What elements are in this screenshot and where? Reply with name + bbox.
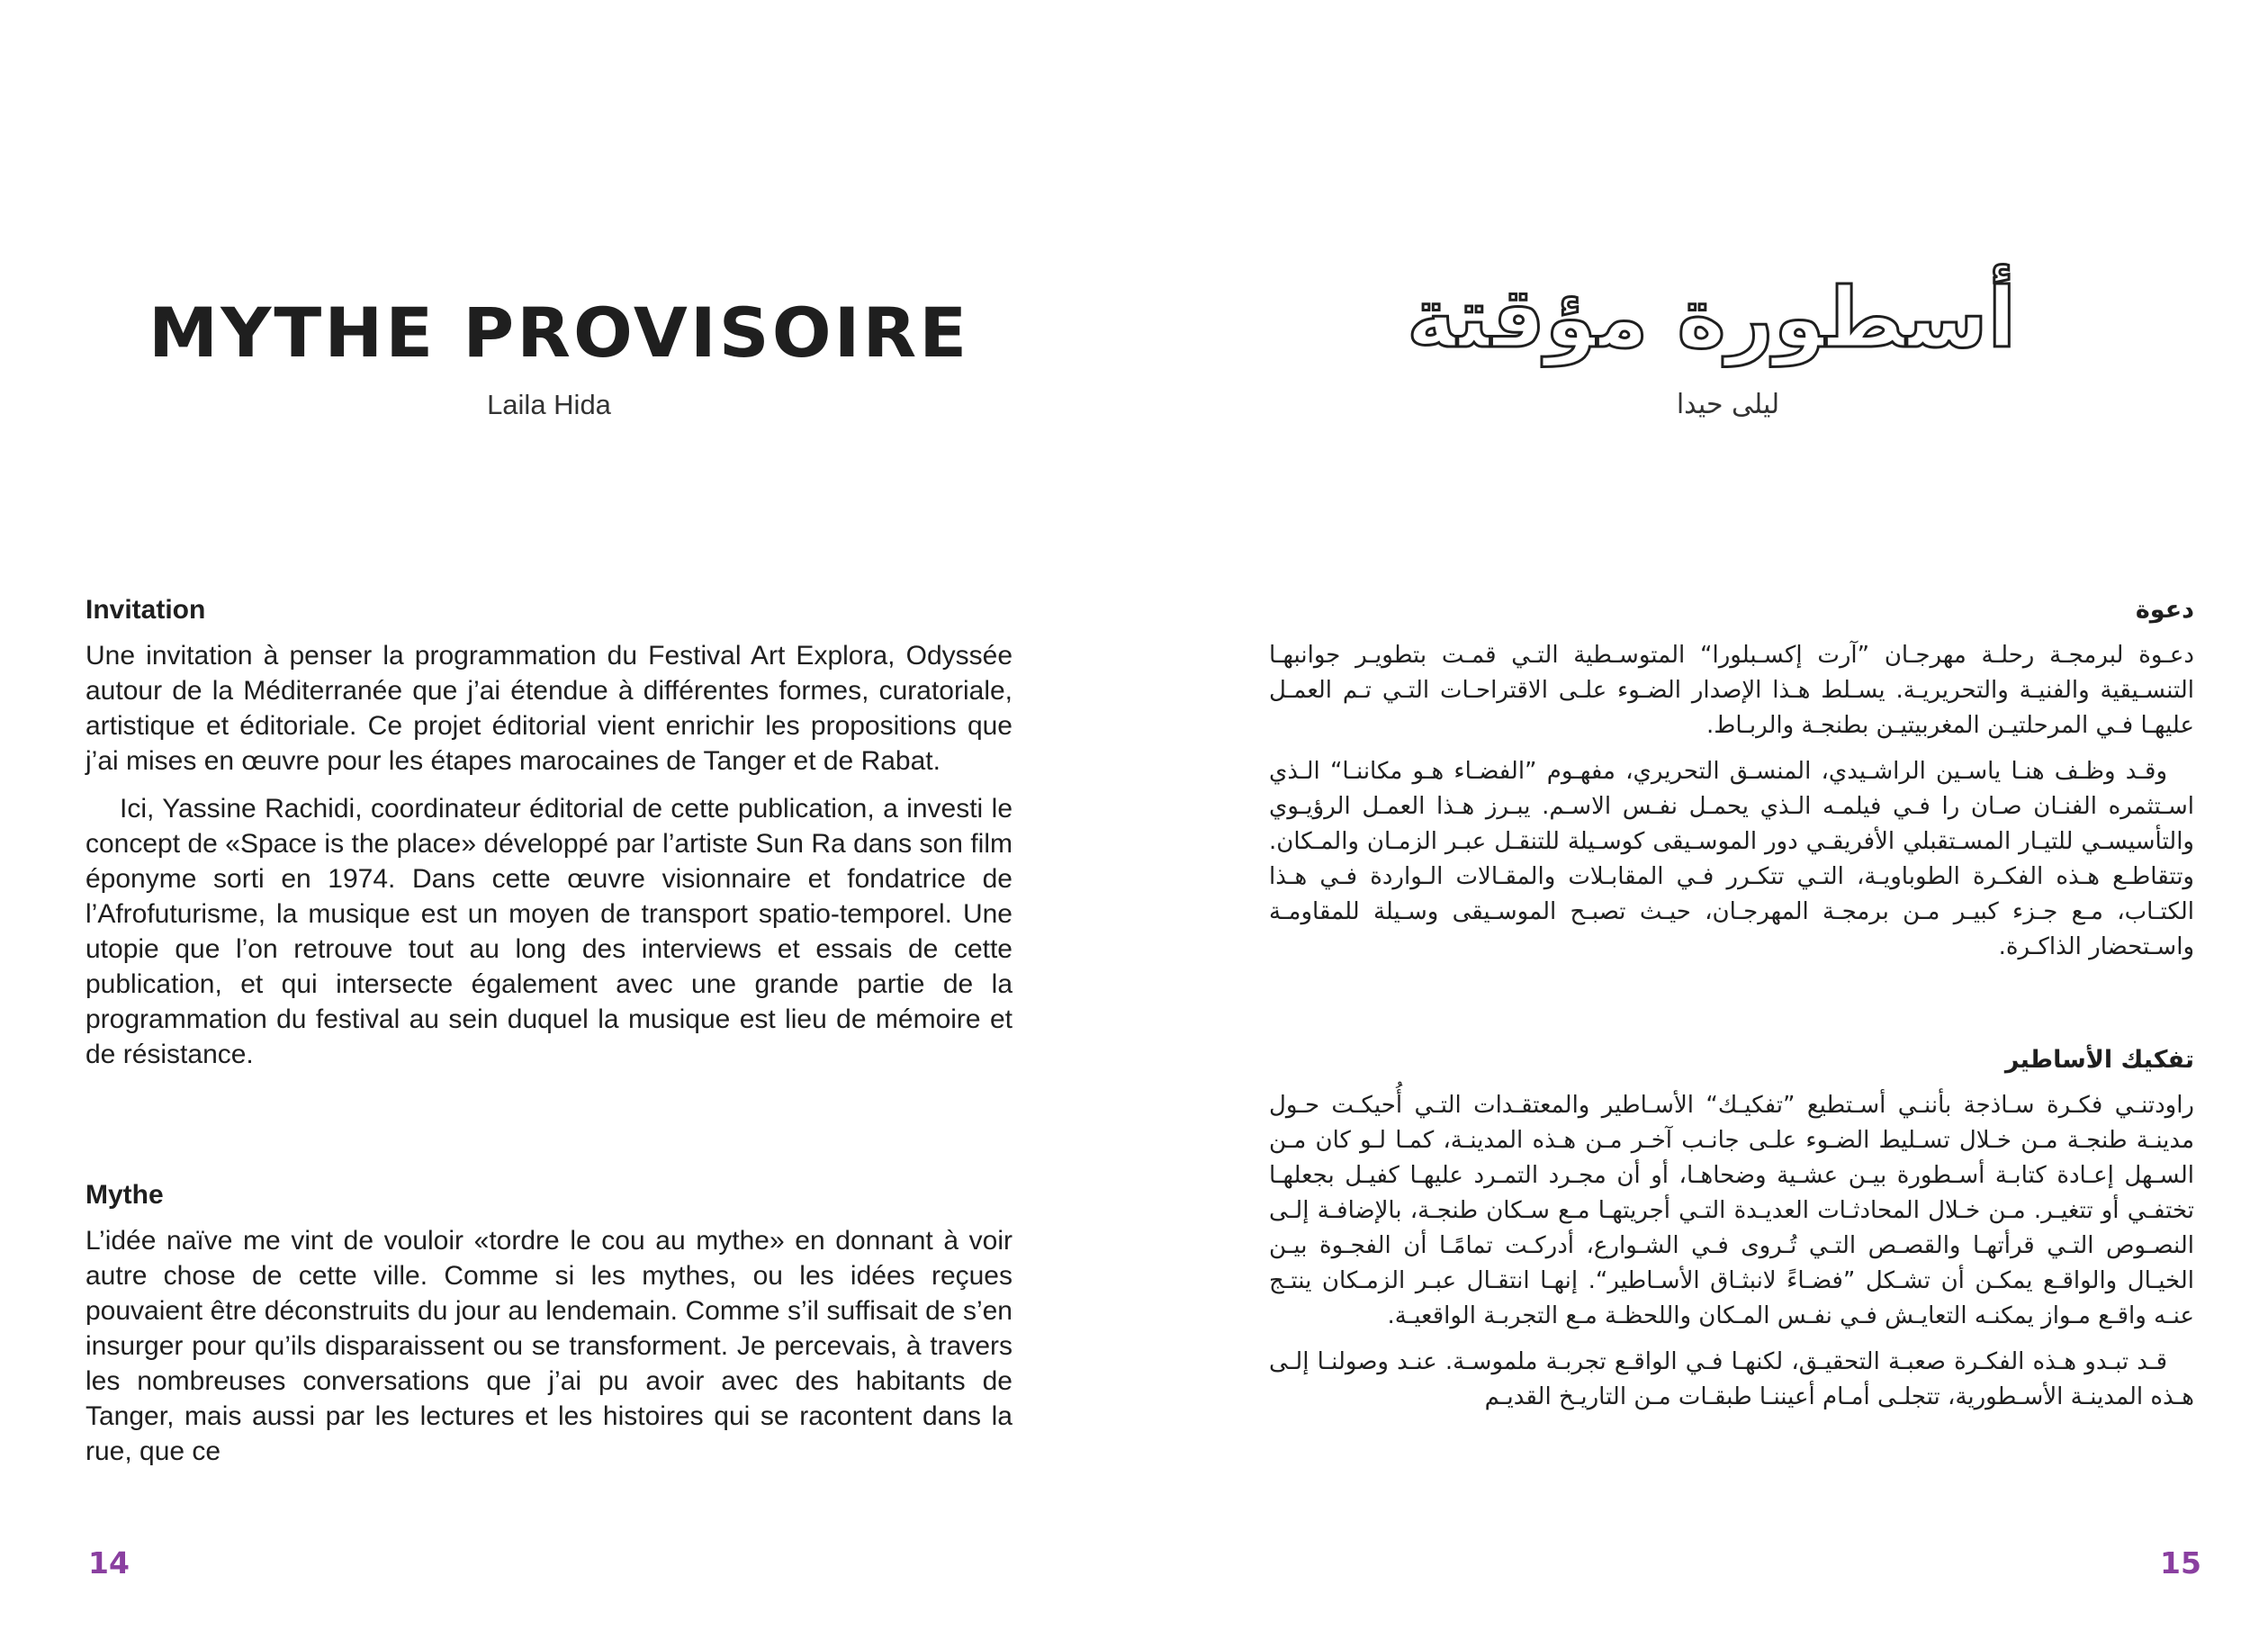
- author-name-fr: Laila Hida: [487, 389, 611, 420]
- page-title-fr: MYTHE PROVISOIRE: [148, 293, 970, 373]
- right-page: [1134, 0, 2268, 1630]
- page-number-left: 14: [88, 1545, 130, 1580]
- page-number-right: 15: [2160, 1545, 2201, 1580]
- paragraph: L’idée naïve me vint de vouloir «tordre le cou au mythe» en donnant à voir autre chose de cette ville. Comme si les mythes, ou les idées reçues pouvaient être déconstruits du jour au lendemain. Comme s’il suffisait de s’en insurger pour qu’ils disparaissent ou se transforment. Je percevais, à travers les nombreuses conversations que j’ai pu avoir avec des habitants de Tanger, mais aussi par les lectures et les histoires qui se racontent dans la rue, que ce: [86, 1226, 1012, 1466]
- page-title-ar: أسطورة مؤقتة: [1407, 270, 2016, 366]
- section-invitation: [86, 592, 1012, 1085]
- paragraph: Ici, Yassine Rachidi, coordinateur éditorial de cette publication, a investi le concept de «Space is the place» développé par l’artiste Sun Ra dans son film éponyme sorti en 1974. Dans cette œuvre visionnaire et fondatrice de l’Afrofuturisme, la musique est un moyen de transport spatio-temporel. Une utopie que l’on retrouve tout au long des interviews et essais de cette publication, et qui intersecte également avec une grande partie de la programmation du festival au sein duquel la musique est lieu de mémoire et de résistance.: [86, 794, 1012, 1069]
- section-heading-mythe: Mythe: [86, 1180, 164, 1210]
- author-name-ar: ليلى حيدا: [1676, 389, 1780, 420]
- paragraph: Une invitation à penser la programmation du Festival Art Explora, Odyssée autour de la Méditerranée que j’ai étendue à différentes formes, curatoriale, artistique et éditoriale. Ce projet éditorial vient enrichir les propositions que j’ai mises en œuvre pour les étapes marocaines de Tanger et de Rabat.: [86, 641, 1012, 776]
- paragraph: قـد تبـدو هـذه الفكـرة صعبـة التحقيـق، لكنهـا فـي الواقـع تجربـة ملموسـة. عنـد وصولنـا إلـى هـذه المدينـة الأسـطورية، تتجلـى أمـام أعيننـا طبقـات مـن التاريـخ القديـم: [1269, 1348, 2194, 1410]
- section-heading-invitation: Invitation: [86, 595, 206, 625]
- section-heading-dawa: دعوة: [2135, 596, 2194, 624]
- paragraph: راودتنـي فكـرة سـاذجة بأننـي أسـتطيع ”تفكيـك“ الأسـاطير والمعتقـدات التـي أُحيكـت حـول مدينـة طنجـة مـن خـلال تسـليط الضـوء علـى جانـب آخـر مـن هـذه المدينـة، كمـا لـو كان مـن السـهل إعـادة كتابـة أسـطورة بيـن عشـية وضحاهـا، أو أن مجـرد التمـرد عليهـا كفيـل بجعلهـا تختفـي أو تتغيـر. مـن خـلال المحادثـات العديـدة التـي أجريتهـا مـع سـكان طنجـة، بالإضافـة إلـى النصـوص التـي قرأتهـا والقصـص التـي تُـروى فـي الشـوارع، أدركـت تمامًـا أن الفجـوة بيـن الخيـال والواقـع يمكـن أن تشـكل ”فضـاءً لانبثـاق الأسـاطير“. إنهـا انتقـال عبـر الزمـكان ينتـج عنـه واقـع مـواز يمكنـه التعايـش فـي نفـس المـكان واللحظـة مـع التجربـة الواقعيـة.: [1269, 1092, 2194, 1329]
- section-dawa: [1269, 592, 2194, 976]
- paragraph: وقـد وظـف هنـا ياسـين الراشـيدي، المنسـق التحريري، مفهـوم ”الفضـاء هـو مكاننـا“ الـذي اسـتثمره الفنـان صـان را فـي فيلمـه الـذي يحمـل نفـس الاسـم. يبـرز هـذا العمـل الرؤيـوي والتأسيسـي للتيـار المسـتقبلي الأفريقـي دور الموسـيقى كوسـيلة للتنقـل عبـر الزمـان والمـكان. وتتقاطـع هـذه الفكـرة الطوباويـة، التـي تتكـرر فـي المقابـلات والمقـالات الـواردة فـي هـذا الكتـاب، مـع جـزء كبيـر مـن برمجـة المهرجـان، حيـث تصبـح الموسـيقى وسـيلة للمقاومـة واسـتحضار الذاكـرة.: [1269, 758, 2194, 960]
- paragraph: دعـوة لبرمجـة رحلـة مهرجـان ”آرت إكسـبلورا“ المتوسـطية التـي قمـت بتطويـر جوانبهـا التنسـيقية والفنيـة والتحريريـة. يسـلط هـذا الإصدار الضـوء علـى الاقتراحـات التـي تـم العمـل عليهـا فـي المرحلتيـن المغربيتيـن بطنجـة والربـاط.: [1269, 642, 2194, 739]
- section-mythe: [86, 1177, 1012, 1481]
- section-tafkik: [1269, 1042, 2194, 1426]
- section-heading-tafkik: تفكيك الأساطير: [2004, 1046, 2194, 1074]
